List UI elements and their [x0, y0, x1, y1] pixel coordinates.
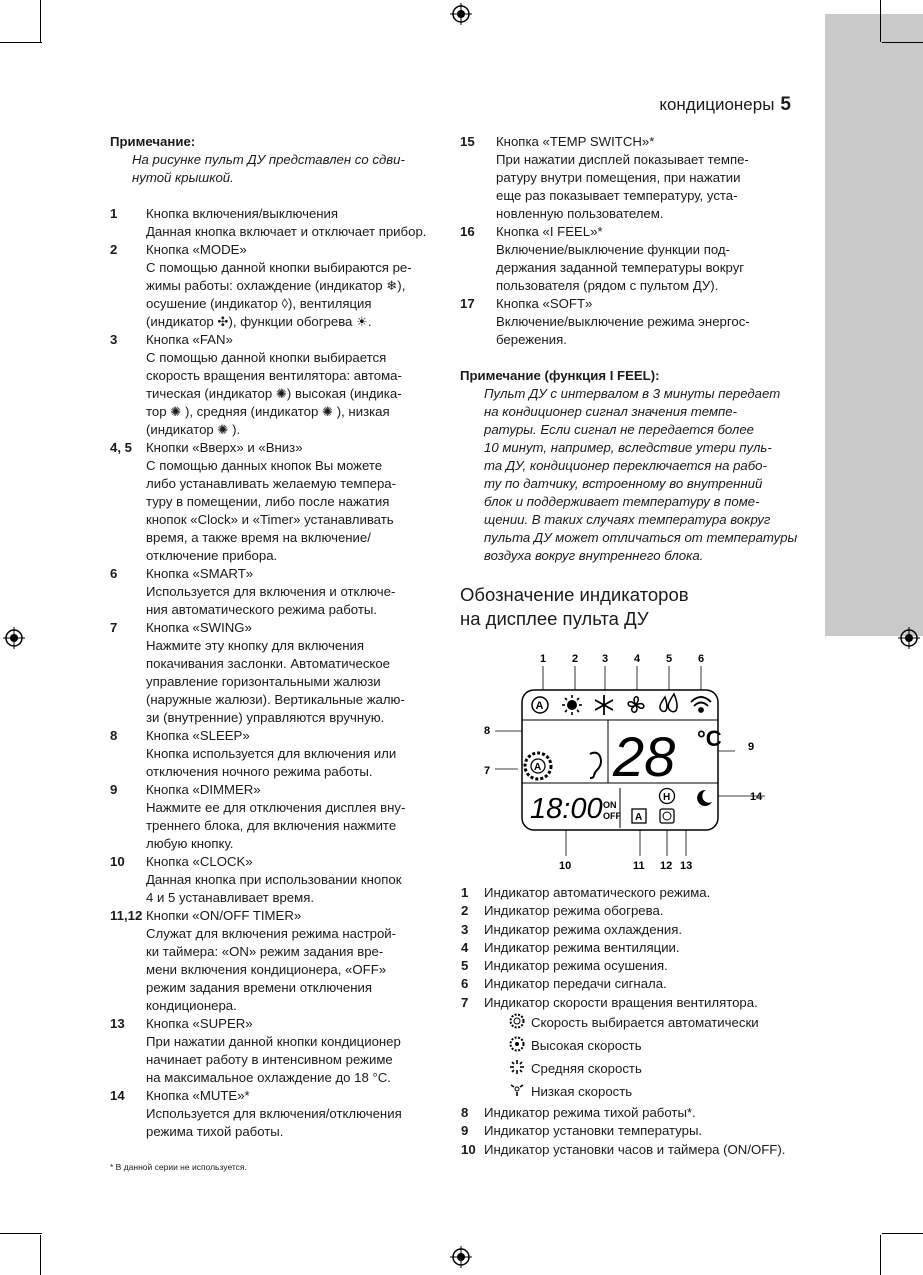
item-number: 10: [110, 854, 125, 869]
list-item: [110, 439, 445, 457]
legend-number: 6: [461, 976, 469, 992]
heat-icon: [562, 695, 582, 715]
description-line: кондиционера.: [146, 998, 237, 1013]
description-line: При нажатии данной кнопки кондиционер: [146, 1034, 401, 1049]
description-line: режим задания времени отключения: [146, 980, 372, 995]
note-line: ту по датчику, встроенному во внутренний: [484, 476, 763, 491]
item-title: Кнопка «MUTE»*: [146, 1088, 250, 1103]
callout-2: 2: [572, 653, 579, 665]
page-number: 5: [780, 94, 791, 115]
fan-speed-label: Высокая скорость: [531, 1038, 642, 1054]
legend-number: 8: [461, 1105, 469, 1121]
item-description: [110, 223, 445, 241]
item-description: [460, 313, 800, 349]
callout-7: 7: [484, 765, 491, 777]
section-heading: [460, 583, 689, 631]
item-description: [110, 799, 445, 853]
legend-text: Индикатор режима осушения.: [484, 958, 668, 974]
description-line: ния автоматического режима работы.: [146, 602, 378, 617]
item-title: Кнопка «FAN»: [146, 332, 233, 347]
callout-4: 4: [634, 653, 641, 665]
left-column: [110, 133, 445, 1141]
list-item: [110, 241, 445, 259]
registration-mark-icon: [450, 1246, 472, 1268]
legend-text: Индикатор режима обогрева.: [484, 903, 664, 919]
list-item: [460, 223, 800, 241]
legend-item: [461, 994, 785, 1012]
item-title: Кнопка «MODE»: [146, 242, 247, 257]
registration-mark-icon: [898, 627, 920, 649]
callout-13: 13: [680, 860, 693, 872]
list-item: [460, 295, 800, 313]
right-column: [460, 133, 800, 565]
legend-text: Индикатор режима охлаждения.: [484, 921, 683, 937]
svg-text:H: H: [663, 792, 671, 803]
item-title: Кнопка «SMART»: [146, 566, 254, 581]
crop-mark: [880, 1235, 881, 1275]
item-title: Кнопка включения/выключения: [146, 206, 339, 221]
fan-high-icon: [509, 1036, 525, 1057]
legend-item: [461, 939, 785, 957]
legend-item: [461, 921, 785, 939]
list-item: [110, 205, 445, 223]
legend-text: Индикатор скорости вращения вентилятора.: [484, 994, 758, 1010]
description-line: отключения ночного режима работы.: [146, 764, 373, 779]
description-line: Данная кнопка включает и отключает прибор.: [146, 224, 427, 239]
list-item: [110, 619, 445, 637]
item-number: 15: [460, 134, 475, 149]
item-number: 6: [110, 566, 118, 581]
section-heading-line: на дисплее пульта ДУ: [460, 608, 649, 629]
legend-item: [461, 902, 785, 920]
remote-display-diagram: [470, 648, 780, 873]
description-line: зи (внутренние) управляются вручную.: [146, 710, 385, 725]
legend-list-continued: [461, 1104, 785, 1159]
note-line: Пульт ДУ с интервалом в 3 минуты передает: [484, 386, 781, 401]
description-line: управление горизонтальными жалюзи: [146, 674, 381, 689]
section-name: кондиционеры: [659, 95, 775, 114]
item-title: Кнопки «ON/OFF TIMER»: [146, 908, 302, 923]
legend-item: [461, 1104, 785, 1122]
legend-number: 9: [461, 1123, 469, 1139]
legend-text: Индикатор установки температуры.: [484, 1123, 703, 1139]
description-line: Данная кнопка при использовании кнопок: [146, 872, 402, 887]
description-line: жимы работы: охлаждение (индикатор ❄),: [146, 278, 406, 293]
item-number: 17: [460, 296, 475, 311]
crop-mark: [40, 0, 41, 42]
description-line: (индикатор ✣), функции обогрева ☀.: [146, 314, 372, 329]
note-title: Примечание:: [110, 134, 196, 149]
item-number: 1: [110, 206, 118, 221]
callout-3: 3: [602, 653, 609, 665]
item-title: Кнопка «SUPER»: [146, 1016, 253, 1031]
legend-number: 4: [461, 939, 469, 955]
callout-9: 9: [748, 741, 755, 753]
item-title: Кнопка «TEMP SWITCH»*: [496, 134, 655, 149]
note-line: на кондиционер сигнал значения темпе-: [484, 404, 737, 419]
description-line: новленную пользователем.: [496, 206, 664, 221]
item-title: Кнопка «I FEEL»*: [496, 224, 603, 239]
item-number: 3: [110, 332, 118, 347]
item-description: [110, 349, 445, 439]
temperature-value: 28: [613, 725, 676, 788]
description-line: тор ✺ ), средняя (индикатор ✺ ), низкая: [146, 404, 390, 419]
crop-mark: [0, 42, 42, 43]
button-list-continued: [460, 133, 800, 349]
description-line: режима тихой работы.: [146, 1124, 284, 1139]
description-line: любую кнопку.: [146, 836, 234, 851]
item-title: Кнопка «DIMMER»: [146, 782, 261, 797]
item-description: [460, 151, 800, 223]
legend-item: [461, 1141, 785, 1159]
description-line: Включение/выключение режима энергос-: [496, 314, 750, 329]
description-line: пользователя (рядом с пультом ДУ).: [496, 278, 719, 293]
list-item: [110, 781, 445, 799]
item-number: 16: [460, 224, 475, 239]
page-header: [659, 94, 791, 116]
item-title: Кнопка «SWING»: [146, 620, 252, 635]
note-line: та ДУ, кондиционер переключается на рабо-: [484, 458, 767, 473]
callout-14: 14: [750, 791, 763, 803]
crop-mark: [882, 42, 923, 43]
description-line: ратуру внутри помещения, при нажатии: [496, 170, 741, 185]
note-line: пульта ДУ может отличаться от температуры: [484, 530, 798, 545]
fan-low-icon: [509, 1082, 525, 1103]
legend-number: 10: [461, 1141, 476, 1157]
item-title: Кнопки «Вверх» и «Вниз»: [146, 440, 303, 455]
list-item: [110, 1015, 445, 1033]
list-item: [110, 907, 445, 925]
legend-number: 5: [461, 958, 469, 974]
description-line: (наружные жалюзи). Вертикальные жалю-: [146, 692, 405, 707]
item-title: Кнопка «SLEEP»: [146, 728, 250, 743]
item-description: [110, 1105, 445, 1141]
fan-speed-label: Низкая скорость: [531, 1084, 633, 1100]
legend-number: 1: [461, 885, 469, 900]
item-title: Кнопка «SOFT»: [496, 296, 593, 311]
item-number: 2: [110, 242, 118, 257]
description-line: треннего блока, для включения нажмите: [146, 818, 397, 833]
description-line: бережения.: [496, 332, 567, 347]
note-ifeel-title: Примечание (функция I FEEL):: [460, 368, 660, 383]
item-number: 9: [110, 782, 118, 797]
crop-mark: [880, 0, 881, 42]
legend-number: 2: [461, 903, 469, 919]
note-ifeel-text: [460, 385, 800, 565]
temperature-unit: °C: [697, 726, 722, 751]
legend-item: [461, 884, 785, 902]
legend-text: Индикатор передачи сигнала.: [484, 976, 667, 992]
note-line: блок и поддерживает температуру в поме-: [484, 494, 760, 509]
item-number: 13: [110, 1016, 125, 1031]
description-line: тическая (индикатор ✺) высокая (индика-: [146, 386, 402, 401]
svg-text:A: A: [534, 762, 542, 773]
legend-text: Индикатор установки часов и таймера (ON/OFF).: [484, 1141, 786, 1157]
description-line: ки таймера: «ON» режим задания вре-: [146, 944, 384, 959]
note-line: воздуха вокруг внутреннего блока.: [484, 548, 704, 563]
legend-item: [461, 1122, 785, 1140]
svg-text:A: A: [635, 812, 643, 823]
callout-11: 11: [633, 860, 645, 872]
legend-list: [461, 884, 785, 1012]
item-title: Кнопка «CLOCK»: [146, 854, 253, 869]
fan-speed-high: [461, 1035, 785, 1058]
item-description: [110, 925, 445, 1015]
registration-mark-icon: [3, 627, 25, 649]
item-description: [110, 457, 445, 565]
legend-number: 7: [461, 994, 469, 1010]
timer-off-label: OFF: [603, 811, 621, 821]
description-line: еще раз показывает температуру, уста-: [496, 188, 738, 203]
button-list: [110, 205, 445, 1141]
callout-6: 6: [698, 653, 705, 665]
item-description: [110, 637, 445, 727]
callout-10: 10: [559, 860, 572, 872]
description-line: Нажмите ее для отключения дисплея вну-: [146, 800, 406, 815]
fan-speed-label: Скорость выбирается автоматически: [531, 1015, 759, 1031]
registration-mark-icon: [450, 3, 472, 25]
description-line: туру в помещении, либо после нажатия: [146, 494, 390, 509]
description-line: (индикатор ✺ ).: [146, 422, 241, 437]
description-line: Включение/выключение функции под-: [496, 242, 730, 257]
note-line: 10 минут, например, вследствие утери пуль-: [484, 440, 772, 455]
list-item: [110, 331, 445, 349]
description-line: Служат для включения режима настрой-: [146, 926, 397, 941]
callout-8: 8: [484, 725, 491, 737]
note-line: На рисунке пульт ДУ представлен со сдви-: [132, 152, 405, 167]
item-description: [110, 1033, 445, 1087]
note-line: нутой крышкой.: [132, 170, 234, 185]
description-line: кнопок «Clock» и «Timer» устанавливать: [146, 512, 394, 527]
footnote: * В данной серии не используется.: [110, 1162, 247, 1172]
crop-mark: [0, 1233, 42, 1234]
item-description: [110, 871, 445, 907]
svg-text:A: A: [535, 700, 544, 712]
item-number: 11,12: [110, 908, 143, 923]
list-item: [110, 853, 445, 871]
description-line: 4 и 5 устанавливает время.: [146, 890, 315, 905]
item-description: [460, 241, 800, 295]
fan-speed-auto: [461, 1012, 785, 1035]
description-line: отключение прибора.: [146, 548, 278, 563]
callout-5: 5: [666, 653, 673, 665]
callout-1: 1: [540, 653, 547, 665]
legend-item: [461, 975, 785, 993]
fan-speed-label: Средняя скорость: [531, 1061, 642, 1077]
crop-mark: [882, 1233, 923, 1234]
description-line: время, а также время на включение/: [146, 530, 371, 545]
list-item: [110, 1087, 445, 1105]
note-line: щении. В таких случаях температура вокруг: [484, 512, 771, 527]
list-item: [460, 133, 800, 151]
legend-number: 3: [461, 921, 469, 937]
description-line: При нажатии дисплей показывает темпе-: [496, 152, 749, 167]
side-tab: [825, 14, 923, 636]
description-line: скорость вращения вентилятора: автома-: [146, 368, 402, 383]
timer-on-label: ON: [603, 800, 617, 810]
item-number: 4, 5: [110, 440, 132, 455]
indicator-legend: [461, 884, 785, 1159]
item-description: [110, 259, 445, 331]
description-line: либо устанавливать желаемую темпера-: [146, 476, 397, 491]
description-line: начинает работу в интенсивном режиме: [146, 1052, 393, 1067]
legend-item: [461, 957, 785, 975]
item-number: 14: [110, 1088, 125, 1103]
fan-speed-legend: [461, 1012, 785, 1104]
description-line: осушение (индикатор ◊), вентиляция: [146, 296, 372, 311]
clock-time: 18:00: [530, 793, 603, 825]
callout-12: 12: [660, 860, 673, 872]
legend-text: Индикатор автоматического режима.: [484, 885, 711, 900]
description-line: покачивания заслонки. Автоматическое: [146, 656, 391, 671]
description-line: С помощью данной кнопки выбирается: [146, 350, 387, 365]
section-heading-line: Обозначение индикаторов: [460, 584, 689, 605]
description-line: на максимальное охлаждение до 18 °C.: [146, 1070, 391, 1085]
description-line: Используется для включения/отключения: [146, 1106, 402, 1121]
description-line: Используется для включения и отключе-: [146, 584, 396, 599]
description-line: держания заданной температуры вокруг: [496, 260, 745, 275]
description-line: Нажмите эту кнопку для включения: [146, 638, 364, 653]
description-line: Кнопка используется для включения или: [146, 746, 397, 761]
note-line: ратуры. Если сигнал не передается более: [484, 422, 755, 437]
legend-text: Индикатор режима тихой работы*.: [484, 1105, 696, 1121]
list-item: [110, 727, 445, 745]
fan-medium-icon: [509, 1059, 525, 1080]
item-number: 8: [110, 728, 118, 743]
crop-mark: [40, 1235, 41, 1275]
item-description: [110, 583, 445, 619]
fan-speed-low: [461, 1081, 785, 1104]
item-description: [110, 745, 445, 781]
description-line: С помощью данной кнопки выбираются ре-: [146, 260, 412, 275]
note-text: [110, 151, 445, 187]
description-line: мени включения кондиционера, «OFF»: [146, 962, 387, 977]
fan-auto-icon: [509, 1013, 525, 1034]
description-line: С помощью данных кнопок Вы можете: [146, 458, 383, 473]
fan-speed-medium: [461, 1058, 785, 1081]
item-number: 7: [110, 620, 118, 635]
list-item: [110, 565, 445, 583]
legend-text: Индикатор режима вентиляции.: [484, 939, 680, 955]
